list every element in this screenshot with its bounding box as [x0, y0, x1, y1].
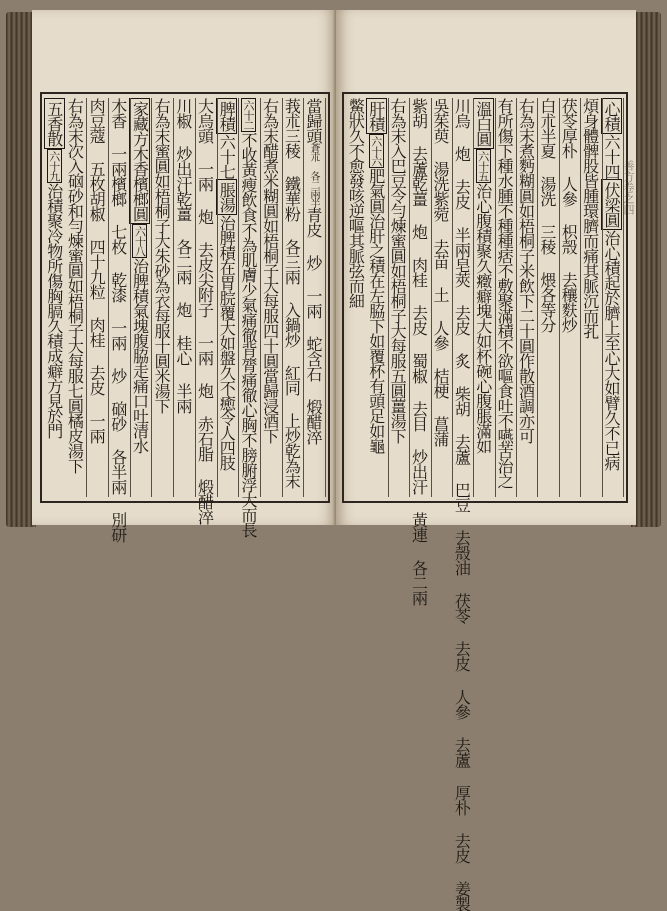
left-page-column-13	[46, 98, 66, 497]
right-page-column-4	[539, 98, 559, 497]
column-num: 六十八	[133, 226, 147, 256]
left-page	[32, 10, 336, 542]
left-page-column-5	[219, 98, 240, 497]
column-heading: 溫白圓	[473, 98, 494, 149]
column-heading: 五香散	[44, 98, 65, 149]
left-page-column-6	[195, 98, 218, 524]
right-page-column-2	[582, 98, 602, 497]
left-page-column-10	[108, 98, 131, 542]
column-text: 莪朮	[282, 98, 302, 128]
column-tail: 半夏 湯洗 三稜 煨各等分	[537, 128, 557, 332]
column-text: 吳茱萸 湯洗	[430, 98, 450, 191]
column-num: 六十六	[369, 136, 383, 166]
column-text: 右為末醋煮米糊圓如梧桐子大每服四十圓當歸浸酒下	[260, 98, 280, 443]
column-text: 白朮	[537, 98, 557, 128]
column-text: 川烏 炮 去皮 半兩	[452, 98, 472, 257]
column-text: 右為末次入硇砂和勻煉蜜圓如梧桐子大每服七圓橘皮湯下	[65, 98, 85, 473]
left-page-column-7	[175, 98, 196, 497]
column-num: 六十二	[241, 100, 255, 130]
column-tail: 三稜 鐵華粉 各三兩 入鍋炒 紅同 上炒乾為末	[282, 128, 302, 488]
right-page	[336, 10, 636, 911]
column-text: 右為末煮麪糊圓如梧桐子米飲下二十圓作散酒調亦可	[516, 98, 536, 443]
column-text: 紫胡 去蘆	[409, 98, 429, 176]
column-sub: 伏梁圓	[601, 179, 622, 230]
column-num: 六十五	[476, 151, 490, 181]
column-tail: 治脾積在胃脘覆大如盤久不癒令人四肢	[217, 215, 237, 470]
column-text: 煩身體髀股皆腫環臍而痛其脈沉而芤	[580, 98, 600, 338]
column-tail: 乾薑 各二兩 炮 桂心 半兩	[173, 191, 193, 413]
column-text: 治脾積氣塊腹脇走痛口吐清水	[130, 258, 150, 453]
bleed-through-text: 善方卷之四	[622, 160, 635, 215]
right-page-column-10	[409, 98, 431, 605]
open-book	[6, 4, 661, 911]
left-page-column-11	[88, 98, 109, 497]
column-text: 治積聚冷物所傷胸膈久積成癖	[44, 183, 64, 378]
column-text: 有所傷下種水腫不種種痞不敷聚滿積不欲嘔食吐不嚥苦治之	[495, 98, 515, 488]
column-heading: 肝積	[366, 98, 387, 134]
left-page-column-3	[262, 98, 283, 497]
column-note: 蒼朮 各二兩半	[308, 143, 319, 207]
column-heading: 脾積	[216, 98, 237, 134]
right-page-column-13	[348, 98, 367, 497]
column-tail: 治心積起於臍上至心大如臂久不已病	[602, 230, 621, 470]
column-tail: 青皮 炒 一兩 蛇含石 煅醋淬	[304, 207, 323, 444]
column-tail: 厚朴 人參 枳殼 去穰麩炒	[559, 128, 579, 332]
left-page-column-1	[305, 98, 326, 497]
right-page-column-12	[368, 98, 388, 497]
left-page-column-9	[132, 98, 153, 497]
column-text: 川椒 炒出汗	[173, 98, 193, 191]
column-text: 六十四	[602, 134, 621, 179]
column-text: 當歸頭	[304, 98, 323, 143]
column-tail: 皂莢 去皮 炙 柴胡 去蘆 巴豆 去殼油 茯苓 去皮 人參 去蘆 厚朴 去皮 姜製	[452, 257, 472, 911]
column-num: 六十九	[47, 151, 61, 181]
right-page-column-3	[561, 98, 581, 497]
right-page-column-6	[497, 98, 517, 497]
column-text: 右為末入巴豆令勻煉蜜圓如梧桐子大每服五圓薑湯下	[388, 98, 408, 443]
column-text: 鱉狀久不愈發咳逆嘔其脈弦而細	[346, 98, 366, 308]
column-tail: 檳榔 七枚 乾漆 一兩 炒 硇砂 各半兩 別研	[108, 176, 128, 542]
column-sub: 脹湯	[216, 179, 237, 215]
left-page-column-4	[238, 98, 261, 537]
column-text: 木香 一兩	[108, 98, 128, 176]
right-page-column-9	[430, 98, 453, 497]
column-text: 右為末蜜圓如梧桐子大朱砂為衣每服十圓米湯下	[152, 98, 172, 413]
right-page-column-5	[518, 98, 538, 497]
column-text: 不收黃瘦飲食不為肌膚少氣痛徹背膂痛徹心胸不膀腑浮大而長	[238, 132, 258, 537]
column-tail: 附子 一兩 炮 赤石脂 煅醋淬	[195, 287, 215, 524]
column-text: 肥氣圓	[366, 168, 386, 213]
right-page-column-8	[452, 98, 474, 911]
column-tail: 治肝之積在左脇下如覆杯有頭足如龜	[366, 213, 386, 453]
column-tail: 乾薑 炮 肉桂 去皮 蜀椒 去目 炒出汗 黃連 各二兩	[409, 176, 429, 605]
right-page-column-1	[604, 98, 624, 497]
left-page-column-12	[67, 98, 88, 497]
left-page-column-2	[284, 98, 305, 497]
right-text-frame	[342, 92, 628, 911]
left-text-frame	[40, 92, 330, 542]
column-text: 治心腹積聚久癥癖塊大如杯碗心腹脹滿如	[473, 183, 493, 453]
column-text: 肉豆蔻 五枚	[87, 98, 107, 191]
column-text: 茯苓	[559, 98, 579, 128]
column-text: 六十七	[217, 134, 237, 179]
right-page-column-11	[390, 98, 410, 497]
column-tail: 方見於門	[44, 378, 64, 438]
left-page-column-8	[153, 98, 174, 497]
column-text: 大烏頭 一兩 炮 去皮尖	[195, 98, 215, 287]
column-tail: 紫菀 去苗 土 人參 桔梗 菖蒲	[430, 191, 450, 446]
right-page-column-7	[475, 98, 495, 497]
column-tail: 胡椒 四十九粒 肉桂 去皮 一兩	[87, 191, 107, 443]
column-heading: 家藏方木香檳榔圓	[129, 98, 150, 224]
column-heading: 心積	[601, 98, 622, 134]
